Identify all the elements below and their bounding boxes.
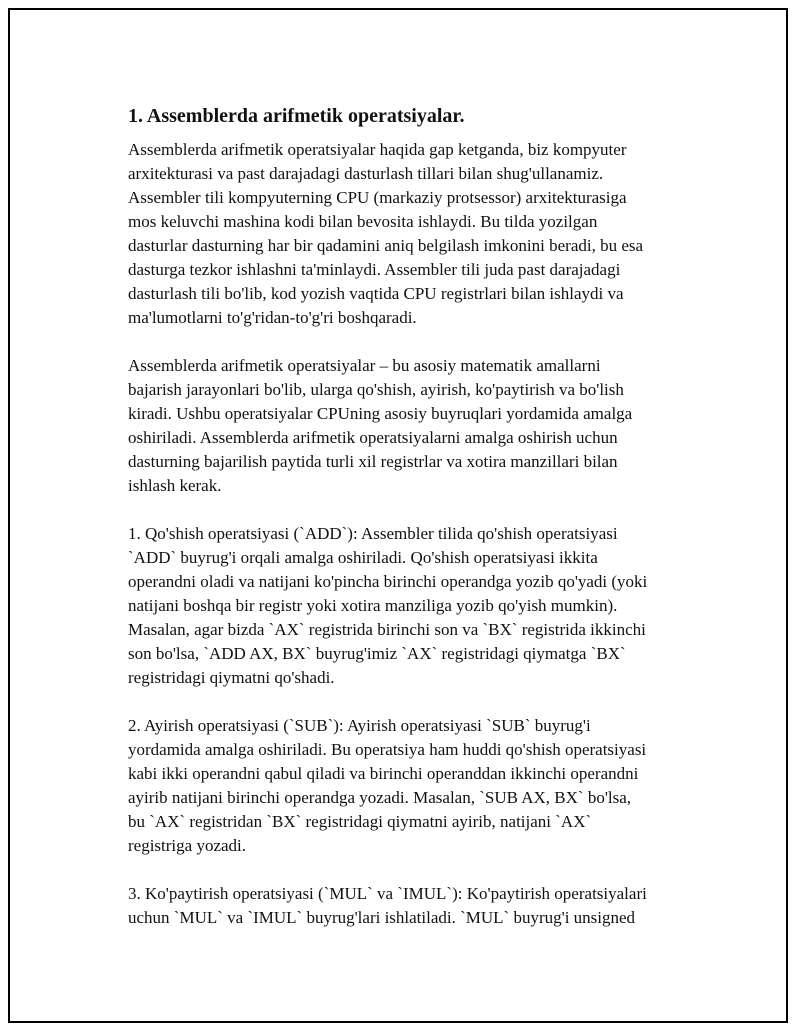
text-line: ishlash kerak.: [128, 476, 222, 495]
text-line: operandni oladi va natijani ko'pincha birinchi operandga yozib qo'yadi (yoki: [128, 572, 648, 591]
text-line: dasturlash tili bo'lib, kod yozish vaqtida CPU registrlari bilan ishlaydi va: [128, 284, 624, 303]
text-line: dasturning bajarilish paytida turli xil registrlar va xotira manzillari bilan: [128, 452, 618, 471]
paragraph-definition: [128, 354, 698, 498]
text-line: registriga yozadi.: [128, 836, 247, 855]
text-line: Masalan, agar bizda `AX` registrida birinchi son va `BX` registrida ikkinchi: [128, 620, 646, 639]
text-line: ma'lumotlarni to'g'ridan-to'g'ri boshqaradi.: [128, 308, 417, 327]
text-line: yordamida amalga oshiriladi. Bu operatsiya ham huddi qo'shish operatsiyasi: [128, 740, 647, 759]
text-line: 3. Ko'paytirish operatsiyasi (`MUL` va `IMUL`): Ko'paytirish operatsiyalari: [128, 884, 647, 903]
text-line: 1. Qo'shish operatsiyasi (`ADD`): Assembler tilida qo'shish operatsiyasi: [128, 524, 618, 543]
text-line: `ADD` buyrug'i orqali amalga oshiriladi. Qo'shish operatsiyasi ikkita: [128, 548, 598, 567]
text-line: son bo'lsa, `ADD AX, BX` buyrug'imiz `AX` registridagi qiymatga `BX`: [128, 644, 626, 663]
paragraph-add: [128, 522, 698, 690]
text-line: kiradi. Ushbu operatsiyalar CPUning asosiy buyruqlari yordamida amalga: [128, 404, 633, 423]
page-frame: [8, 8, 788, 1023]
text-line: Assemblerda arifmetik operatsiyalar haqida gap ketganda, biz kompyuter: [128, 140, 627, 159]
text-line: 2. Ayirish operatsiyasi (`SUB`): Ayirish operatsiyasi `SUB` buyrug'i: [128, 716, 591, 735]
text-line: Assemblerda arifmetik operatsiyalar – bu asosiy matematik amallarni: [128, 356, 601, 375]
paragraph-intro: [128, 138, 698, 330]
text-line: arxitekturasi va past darajadagi dasturlash tillari bilan shug'ullanamiz.: [128, 164, 604, 183]
document-body: [128, 102, 698, 954]
text-line: kabi ikki operandni qabul qiladi va birinchi operanddan ikkinchi operandni: [128, 764, 639, 783]
text-line: ayirib natijani birinchi operandga yozadi. Masalan, `SUB AX, BX` bo'lsa,: [128, 788, 632, 807]
text-line: bajarish jarayonlari bo'lib, ularga qo'shish, ayirish, ko'paytirish va bo'lish: [128, 380, 624, 399]
section-heading: 1. Assemblerda arifmetik operatsiyalar.: [128, 105, 465, 127]
paragraph-sub: [128, 714, 698, 858]
text-line: uchun `MUL` va `IMUL` buyrug'lari ishlatiladi. `MUL` buyrug'i unsigned: [128, 908, 636, 927]
text-line: Assembler tili kompyuterning CPU (markaziy protsessor) arxitekturasiga: [128, 188, 627, 207]
paragraph-mul: [128, 882, 698, 930]
text-line: oshiriladi. Assemblerda arifmetik operatsiyalarni amalga oshirish uchun: [128, 428, 618, 447]
text-line: natijani boshqa bir registr yoki xotira manziliga yozib qo'yish mumkin).: [128, 596, 618, 615]
text-line: registridagi qiymatni qo'shadi.: [128, 668, 335, 687]
text-line: dasturga tezkor ishlashni ta'minlaydi. Assembler tili juda past darajadagi: [128, 260, 621, 279]
text-line: mos keluvchi mashina kodi bilan bevosita ishlaydi. Bu tilda yozilgan: [128, 212, 598, 231]
text-line: bu `AX` registridan `BX` registridagi qiymatni ayirib, natijani `AX`: [128, 812, 592, 831]
text-line: dasturlar dasturning har bir qadamini aniq belgilash imkonini beradi, bu esa: [128, 236, 644, 255]
